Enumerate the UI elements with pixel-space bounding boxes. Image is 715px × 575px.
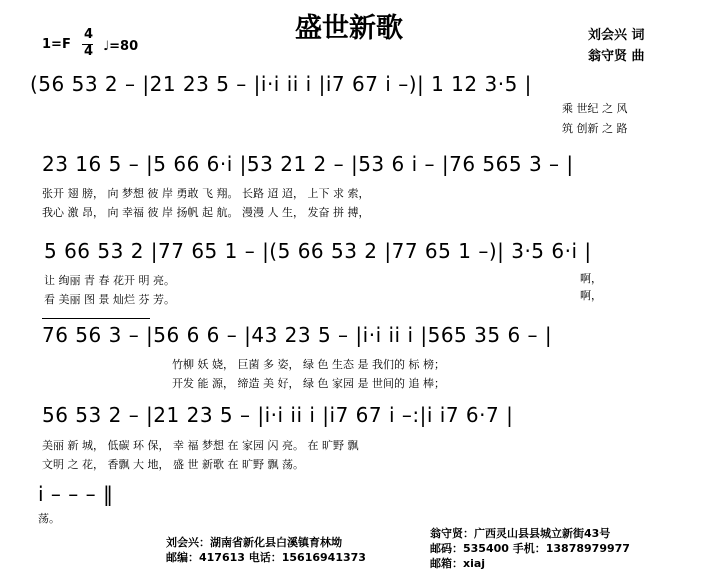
- lyric-line-3-extra-1: 啊，: [580, 272, 602, 285]
- footer-right-email: 邮箱：xiaj: [430, 557, 486, 570]
- lyricist-credit: 刘会兴 词: [588, 28, 645, 43]
- page-title: 盛世新歌: [295, 13, 403, 44]
- lyric-line-3-verse-2: 看 美丽 图 景 灿烂 芬 芳。: [44, 293, 175, 306]
- time-signature-top: 4: [84, 27, 94, 42]
- lyric-line-4-verse-2: 开发 能 源， 缔造 美 好， 绿 色 家园 是 世间的 追 棒；: [172, 377, 445, 390]
- tempo-marking: ♩=80: [103, 39, 139, 54]
- footer-left-address: 刘会兴：湖南省新化县白溪镇育林坳: [166, 536, 342, 549]
- score-line-6: i – – – ‖: [38, 482, 114, 506]
- score-line-1: (56 53 2 – |21 23 5 – |i·i ii i |i7 67 i –)| 1 12 3·5 |: [30, 72, 532, 96]
- score-line-4: 76 56 3 – |56 6 6 – |43 23 5 – |i·i ii i |565 35 6 – |: [42, 323, 553, 347]
- lyric-line-4-verse-1: 竹柳 妖 娆， 巨菌 多 姿， 绿 色 生态 是 我们的 标 榜；: [172, 358, 445, 371]
- footer-right-address: 翁守贤：广西灵山县县城立新街43号: [430, 527, 611, 540]
- lyric-line-2-verse-2: 我心 激 昂， 向 幸福 彼 岸 扬帆 起 航。 漫漫 人 生， 发奋 拼 搏，: [42, 206, 370, 219]
- lyric-line-6-verse-1: 荡。: [38, 512, 60, 525]
- lyric-line-5-verse-2: 文明 之 花， 香飘 大 地， 盛 世 新歌 在 旷野 飘 荡。: [42, 458, 304, 471]
- lyric-line-1-verse-2: 筑 创新 之 路: [562, 122, 628, 135]
- score-line-3: 5 66 53 2 |77 65 1 – |(5 66 53 2 |77 65 1 –)| 3·5 6·i |: [44, 239, 592, 263]
- lyric-line-3-verse-1: 让 绚丽 青 春 花开 明 亮。: [44, 274, 175, 287]
- slur-line: [42, 318, 150, 319]
- lyric-line-2-verse-1: 张开 翅 膀， 向 梦想 彼 岸 勇敢 飞 翔。 长路 迢 迢， 上下 求 索，: [42, 187, 370, 200]
- time-signature-bottom: 4: [84, 44, 94, 59]
- score-line-5: 56 53 2 – |21 23 5 – |i·i ii i |i7 67 i –:|i i7 6·7 |: [42, 403, 514, 427]
- footer-right-contact: 邮码：535400 手机：13878979977: [430, 542, 630, 555]
- lyric-line-3-extra-2: 啊，: [580, 289, 602, 302]
- footer-left-contact: 邮编：417613 电话：15616941373: [166, 551, 366, 564]
- score-line-2: 23 16 5 – |5 66 6·i |53 21 2 – |53 6 i – |76 565 3 – |: [42, 152, 574, 176]
- lyric-line-5-verse-1: 美丽 新 城， 低碳 环 保， 幸 福 梦想 在 家园 闪 亮。 在 旷野 飘: [42, 439, 359, 452]
- lyric-line-1-verse-1: 乘 世纪 之 风: [562, 102, 628, 115]
- key-signature: 1=F: [42, 37, 71, 52]
- composer-credit: 翁守贤 曲: [588, 49, 645, 64]
